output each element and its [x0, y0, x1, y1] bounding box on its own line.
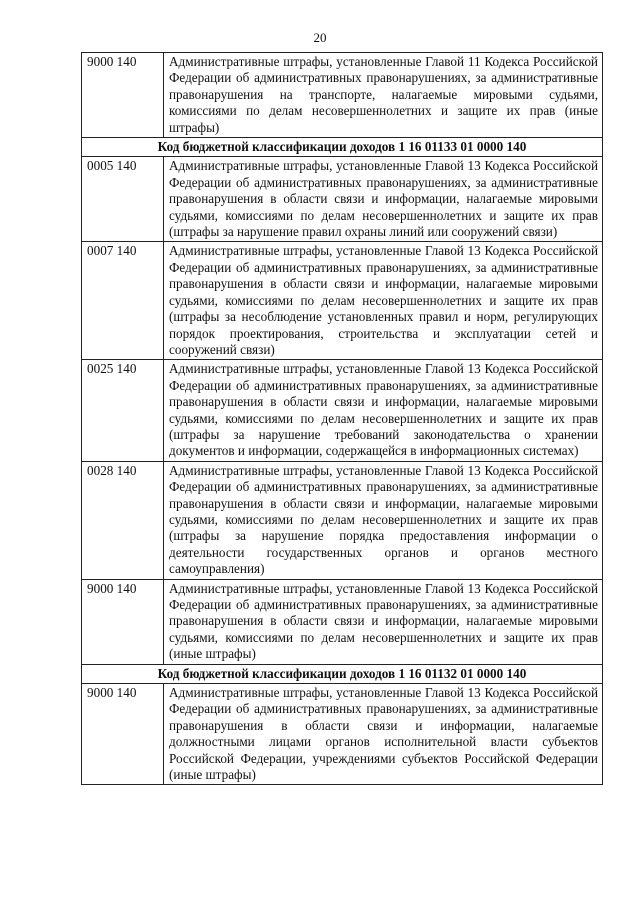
table-row — [82, 157, 603, 242]
classification-heading-row — [82, 664, 603, 683]
classification-heading-row — [82, 138, 603, 157]
description-cell: Административные штрафы, установленные Главой 13 Кодекса Российской Федерации об административных правонарушениях, за административные правонарушения в области связи и информации, налагаемые должностными лицами органов исполнительной власти субъектов Российской Федерации, учреждениями субъектов Российской Федерации (иные штрафы) — [164, 684, 603, 785]
code-cell: 0025 140 — [82, 360, 164, 461]
code-cell: 9000 140 — [82, 684, 164, 785]
budget-code-table — [81, 52, 603, 785]
table-body — [82, 53, 603, 785]
code-cell: 9000 140 — [82, 579, 164, 664]
description-cell: Административные штрафы, установленные Главой 13 Кодекса Российской Федерации об административных правонарушениях, за административные правонарушения в области связи и информации, налагаемые мировыми судьями, комиссиями по делам несовершеннолетних и защите их прав (штрафы за нарушение правил охраны линий или сооружений связи) — [164, 157, 603, 242]
table-row — [82, 360, 603, 461]
page-number: 20 — [313, 30, 327, 45]
description-cell: Административные штрафы, установленные Главой 11 Кодекса Российской Федерации об административных правонарушениях, за административные правонарушения на транспорте, налагаемые мировыми судьями, комиссиями по делам несовершеннолетних и защите их прав (иные штрафы) — [164, 53, 603, 138]
description-cell: Административные штрафы, установленные Главой 13 Кодекса Российской Федерации об административных правонарушениях, за административные правонарушения в области связи и информации, налагаемые мировыми судьями, комиссиями по делам несовершеннолетних и защите их прав (штрафы за нарушение порядка предоставления информации о деятельности государственных органов и органов местного самоуправления) — [164, 461, 603, 579]
code-cell: 0007 140 — [82, 242, 164, 360]
table-row — [82, 53, 603, 138]
description-cell: Административные штрафы, установленные Главой 13 Кодекса Российской Федерации об административных правонарушениях, за административные правонарушения в области связи и информации, налагаемые мировыми судьями, комиссиями по делам несовершеннолетних и защите их прав (иные штрафы) — [164, 579, 603, 664]
table-row — [82, 242, 603, 360]
code-cell: 0005 140 — [82, 157, 164, 242]
description-cell: Административные штрафы, установленные Главой 13 Кодекса Российской Федерации об административных правонарушениях, за административные правонарушения в области связи и информации, налагаемые мировыми судьями, комиссиями по делам несовершеннолетних и защите их прав (штрафы за нарушение требований законодательства о хранении документов и информации, содержащейся в информационных системах) — [164, 360, 603, 461]
classification-heading: Код бюджетной классификации доходов 1 16 01133 01 0000 140 — [82, 138, 603, 157]
code-cell: 0028 140 — [82, 461, 164, 579]
table-row — [82, 461, 603, 579]
classification-heading: Код бюджетной классификации доходов 1 16 01132 01 0000 140 — [82, 664, 603, 683]
table-row — [82, 579, 603, 664]
description-cell: Административные штрафы, установленные Главой 13 Кодекса Российской Федерации об административных правонарушениях, за административные правонарушения в области связи и информации, налагаемые мировыми судьями, комиссиями по делам несовершеннолетних и защите их прав (штрафы за несоблюдение установленных правил и норм, регулирующих порядок проектирования, строительства и эксплуатации сетей и сооружений связи) — [164, 242, 603, 360]
code-cell: 9000 140 — [82, 53, 164, 138]
table-row — [82, 684, 603, 785]
